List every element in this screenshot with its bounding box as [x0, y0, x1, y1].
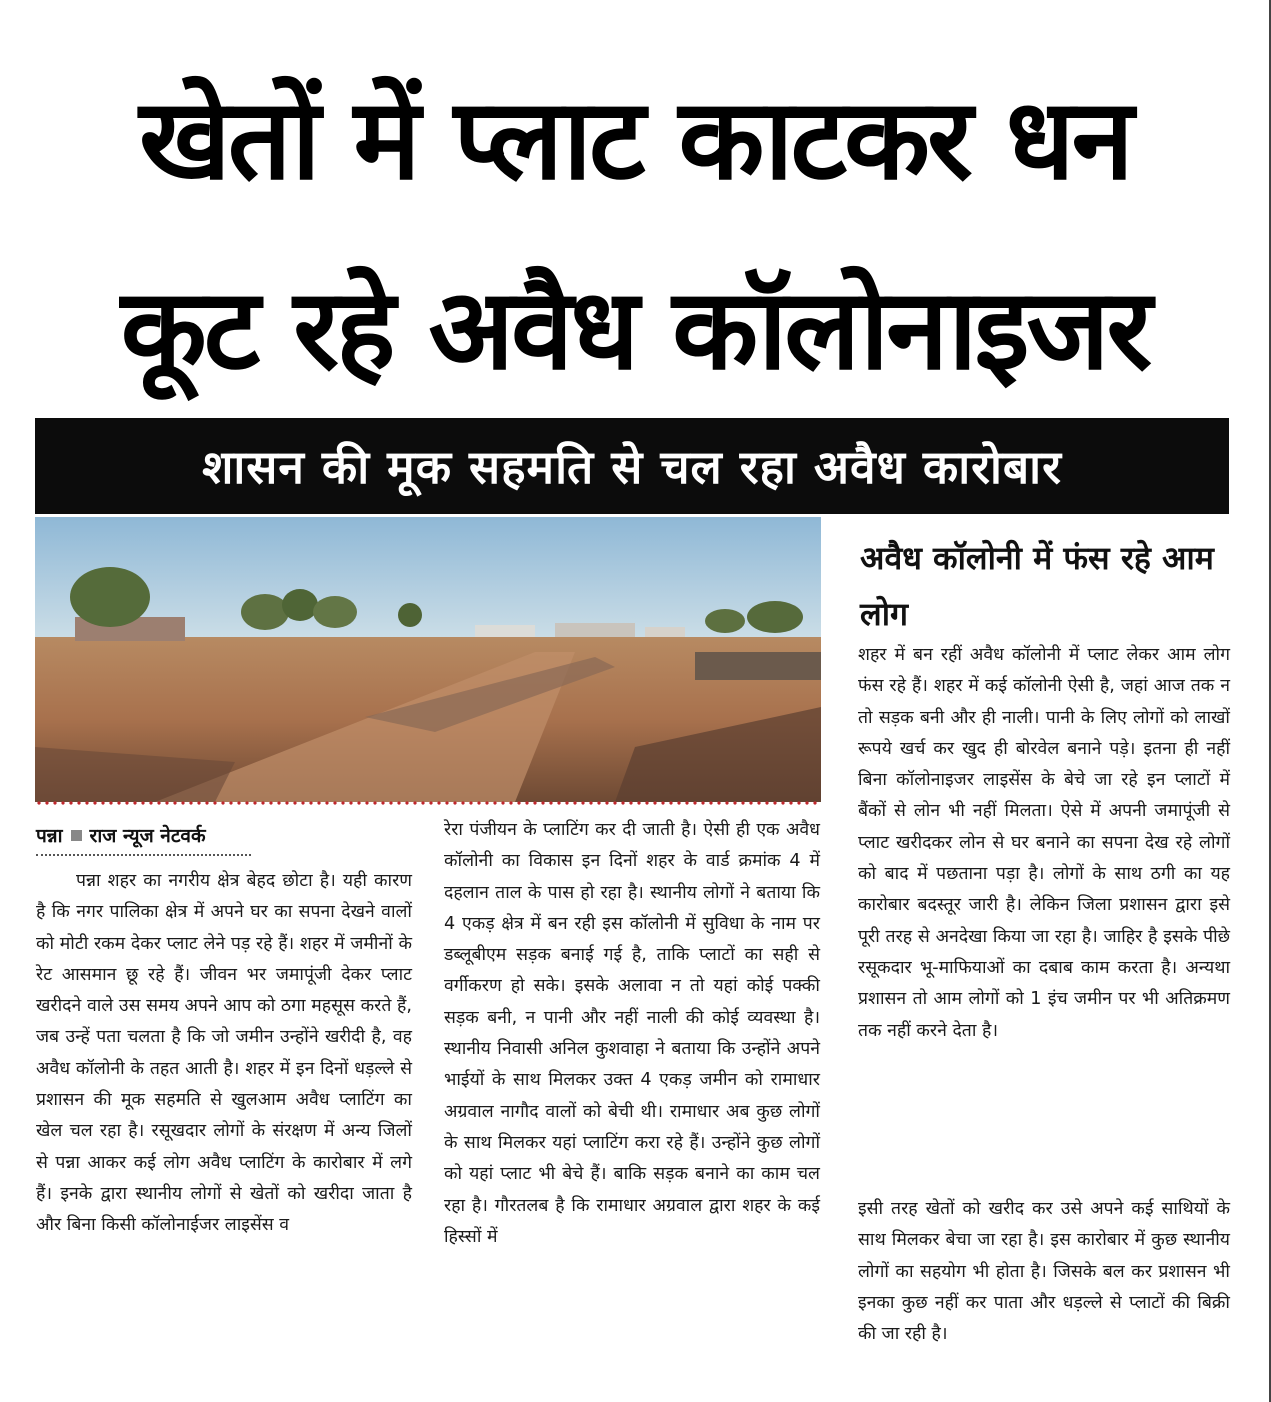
headline [40, 40, 1230, 420]
byline-source: राज न्यूज नेटवर्क [89, 825, 206, 847]
article-paragraph: पन्ना शहर का नगरीय क्षेत्र बेहद छोटा है। यही कारण है कि नगर पालिका क्षेत्र में अपने घर का सपना देखने वालों को मोटी रकम देकर प्लाट लेने पड़ रहे हैं। शहर में जमीनों के रेट आसमान छू रहे हैं। जीवन भर जमापूंजी देकर प्लाट खरीदने वाले उस समय अपने आप को ठगा महसूस करते हैं, जब उन्हें पता चलता है कि जो जमीन उन्होंने खरीदी है, वह अवैध कॉलोनी के तहत आती है। शहर में इन दिनों धड़ल्ले से प्रशासन की मूक सहमति से खुलआम अवैध प्लाटिंग का खेल चल रहा है। रसूखदार लोगों के संरक्षण में अन्य जिलों से पन्ना आकर कई लोग अवैध प्लाटिंग के कारोबार में लगे हैं। इनके द्वारा स्थानीय लोगों से खेतों को खरीदा जाता है और बिना किसी कॉलोनाईजर लाइसेंस व [36, 871, 412, 1236]
subheadline: शासन की मूक सहमति से चल रहा अवैध कारोबार [202, 440, 1062, 494]
square-bullet-icon [71, 830, 82, 841]
side-article-heading: अवैध कॉलोनी में फंस रहे आम लोग [860, 539, 1214, 633]
headline-line-2: कूट रहे अवैध कॉलोनाइजर [120, 265, 1150, 395]
byline-place: पन्ना [36, 825, 63, 847]
byline [36, 822, 251, 856]
side-article-paragraph-2: इसी तरह खेतों को खरीद कर उसे अपने कई साथियों के साथ मिलकर बेचा जा रहा है। इस कारोबार में कुछ स्थानीय लोगों का सहयोग भी होता है। जिसके बल कर प्रशासन भी इनका कुछ नहीं कर पाता और धड़ल्ले से प्लाटों की बिक्री की जा रही है। [858, 1199, 1230, 1345]
headline-line-1: खेतों में प्लाट काटकर धन [139, 75, 1131, 205]
article-paragraph: रेरा पंजीयन के प्लाटिंग कर दी जाती है। ऐसी ही एक अवैध कॉलोनी का विकास इन दिनों शहर के वार्ड क्रमांक 4 में दहलान ताल के पास हो रहा है। स्थानीय लोगों ने बताया कि 4 एकड़ क्षेत्र में बन रही इस कॉलोनी में सुविधा के नाम पर डब्लूबीएम सड़क बनाई गई है, ताकि प्लाटों का सही से वर्गीकरण हो सके। इसके अलावा न तो यहां कोई पक्की सड़क बनी, न पानी और नहीं नाली की कोई व्यवस्था है। स्थानीय निवासी अनिल कुशवाहा ने बताया कि उन्होंने अपने भाईयों के साथ मिलकर उक्त 4 एकड़ जमीन को रामाधार अग्रवाल नागौद वालों को बेची थी। रामाधार अब कुछ लोगों के साथ मिलकर यहां प्लाटिंग करा रहे हैं। उन्होंने कुछ लोगों को यहां प्लाट भी बेचे हैं। बाकि सड़क बनाने का काम चल रहा है। गौरतलब है कि रामाधार अग्रवाल द्वारा शहर के कई हिस्सों में [444, 820, 820, 1247]
photo-illustration [35, 517, 821, 802]
subheadline-bar [35, 418, 1229, 514]
photo-divider-dots [35, 800, 821, 806]
side-article-column-continued [858, 1194, 1230, 1350]
side-article-paragraph-1: शहर में बन रहीं अवैध कॉलोनी में प्लाट लेकर आम लोग फंस रहे हैं। शहर में कई कॉलोनी ऐसी है, जहां आज तक न तो सड़क बनी और ही नाली। पानी के लिए लोगों को लाखों रूपये खर्च कर खुद ही बोरवेल बनाने पड़े। इतना ही नहीं बिना कॉलोनाइजर लाइसेंस के बेचे जा रहे इन प्लाटों में बैंकों से लोन भी नहीं मिलता। ऐसे में अपनी जमापूंजी से प्लाट खरीदकर लोन से घर बनाने का सपना देख रहे लोगों को बाद में पछताना पड़ा है। लोगों के साथ ठगी का यह कारोबार बदस्तूर जारी है। लेकिन जिला प्रशासन द्वारा इसे पूरी तरह से अनदेखा किया जा रहा है। जाहिर है इसके पीछे रसूकदार भू-माफियाओं का दबाब काम करता है। अन्यथा प्रशासन तो आम लोगों को 1 इंच जमीन पर भी अतिक्रमण तक नहीं करने देता है। [858, 645, 1230, 1041]
side-article-column [858, 640, 1230, 1047]
article-column-2 [444, 815, 820, 1253]
article-column-1 [36, 866, 412, 1242]
land-plotting-photo [35, 517, 821, 802]
